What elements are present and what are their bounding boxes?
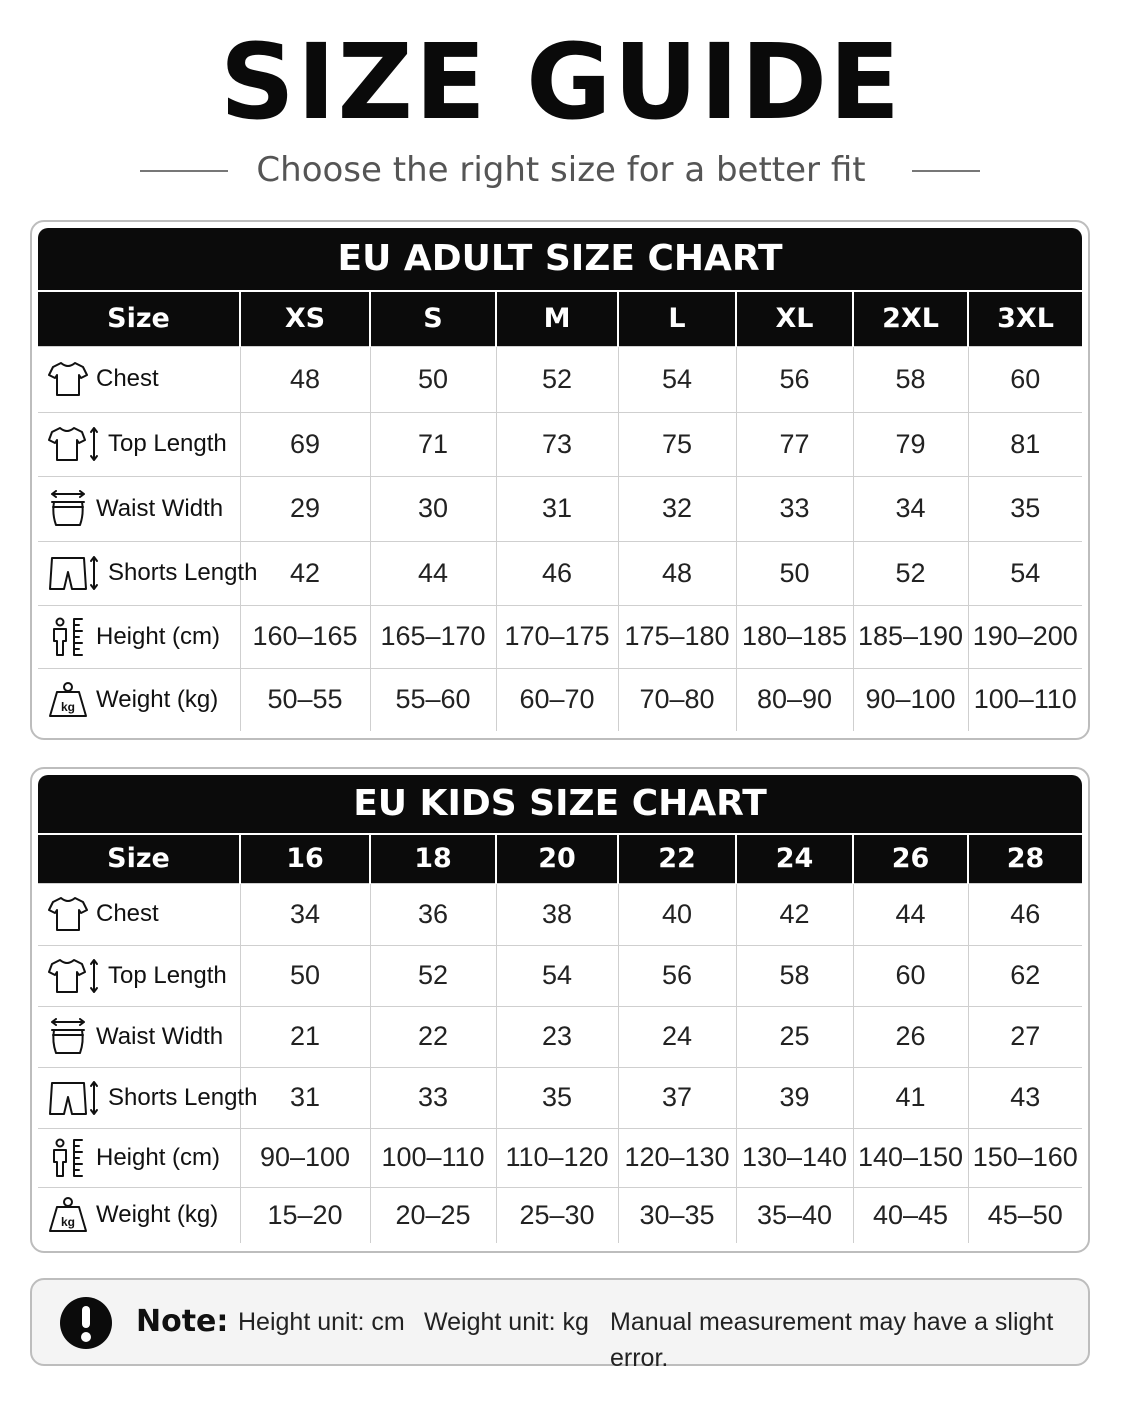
kids-size-card <box>30 767 1090 1253</box>
size-header-2: M <box>496 292 618 346</box>
t-shirt-icon <box>48 364 96 391</box>
weight-kg-icon <box>48 685 96 712</box>
value-cell: 44 <box>853 883 968 945</box>
value-cell: 60–70 <box>496 668 618 731</box>
row-label-cell <box>38 1187 240 1243</box>
value-cell: 46 <box>496 541 618 605</box>
table-row <box>38 945 1082 1006</box>
value-cell: 23 <box>496 1006 618 1067</box>
value-cell: 90–100 <box>240 1128 370 1187</box>
divider-right <box>912 170 980 172</box>
value-cell: 100–110 <box>968 668 1082 731</box>
value-cell: 170–175 <box>496 605 618 668</box>
value-cell: 33 <box>370 1067 496 1128</box>
row-label-cell <box>38 541 258 605</box>
value-cell: 31 <box>496 476 618 541</box>
row-label: Chest <box>96 900 159 927</box>
size-header-0: 16 <box>240 835 370 883</box>
value-cell: 50 <box>736 541 853 605</box>
size-header-6: 28 <box>968 835 1082 883</box>
value-cell: 15–20 <box>240 1187 370 1243</box>
value-cell: 33 <box>736 476 853 541</box>
table-row <box>38 346 1082 412</box>
row-label: Weight (kg) <box>96 1201 219 1229</box>
value-cell: 60 <box>968 346 1082 412</box>
value-cell: 50–55 <box>240 668 370 731</box>
row-label-cell <box>38 1128 240 1187</box>
value-cell: 90–100 <box>853 668 968 731</box>
value-cell: 52 <box>496 346 618 412</box>
value-cell: 21 <box>240 1006 370 1067</box>
value-cell: 22 <box>370 1006 496 1067</box>
value-cell: 52 <box>853 541 968 605</box>
value-cell: 150–160 <box>968 1128 1082 1187</box>
value-cell: 30 <box>370 476 496 541</box>
value-cell: 130–140 <box>736 1128 853 1187</box>
value-cell: 25 <box>736 1006 853 1067</box>
value-cell: 77 <box>736 412 853 476</box>
value-cell: 30–35 <box>618 1187 736 1243</box>
table-row <box>38 883 1082 945</box>
value-cell: 35 <box>968 476 1082 541</box>
value-cell: 165–170 <box>370 605 496 668</box>
value-cell: 54 <box>618 346 736 412</box>
row-label-cell <box>38 668 240 731</box>
svg-text:kg: kg <box>60 1215 76 1230</box>
value-cell: 79 <box>853 412 968 476</box>
size-header-row <box>38 292 1082 346</box>
value-cell: 29 <box>240 476 370 541</box>
value-cell: 56 <box>736 346 853 412</box>
kids-chart-title: EU KIDS SIZE CHART <box>38 775 1082 833</box>
row-label-cell <box>38 945 240 1006</box>
size-header-5: 2XL <box>853 292 968 346</box>
row-label-cell <box>38 346 240 412</box>
value-cell: 25–30 <box>496 1187 618 1243</box>
page-title: SIZE GUIDE <box>219 21 903 143</box>
value-cell: 81 <box>968 412 1082 476</box>
row-label: Top Length <box>108 961 227 989</box>
shorts-length-icon <box>48 1083 108 1110</box>
svg-text:kg: kg <box>60 699 76 714</box>
page-subtitle: Choose the right size for a better fit <box>256 150 866 190</box>
table-row <box>38 1128 1082 1187</box>
size-header-3: 22 <box>618 835 736 883</box>
value-cell: 180–185 <box>736 605 853 668</box>
size-header-4: XL <box>736 292 853 346</box>
value-cell: 34 <box>853 476 968 541</box>
t-shirt-length-icon <box>48 961 108 988</box>
row-label: Weight (kg) <box>96 685 219 713</box>
table-row <box>38 1187 1082 1243</box>
table-row <box>38 541 1082 605</box>
value-cell: 43 <box>968 1067 1082 1128</box>
row-label: Waist Width <box>96 1022 224 1050</box>
size-header-1: 18 <box>370 835 496 883</box>
size-header-row <box>38 835 1082 883</box>
weight-kg-icon <box>48 1201 96 1228</box>
value-cell: 36 <box>370 883 496 945</box>
table-row <box>38 668 1082 731</box>
subtitle-row <box>0 148 1122 192</box>
shorts-length-icon <box>48 558 108 585</box>
size-header-3: L <box>618 292 736 346</box>
note-disclaimer: Manual measurement may have a slight error. <box>610 1308 1054 1372</box>
row-label-cell <box>38 883 240 945</box>
row-label: Height (cm) <box>96 1143 221 1171</box>
size-header-4: 24 <box>736 835 853 883</box>
value-cell: 56 <box>618 945 736 1006</box>
value-cell: 62 <box>968 945 1082 1006</box>
t-shirt-length-icon <box>48 429 108 456</box>
value-cell: 50 <box>370 346 496 412</box>
value-cell: 71 <box>370 412 496 476</box>
value-cell: 26 <box>853 1006 968 1067</box>
value-cell: 120–130 <box>618 1128 736 1187</box>
row-label-cell <box>38 476 240 541</box>
size-header-6: 3XL <box>968 292 1082 346</box>
value-cell: 46 <box>968 883 1082 945</box>
value-cell: 44 <box>370 541 496 605</box>
value-cell: 69 <box>240 412 370 476</box>
person-height-icon <box>48 1143 96 1170</box>
value-cell: 70–80 <box>618 668 736 731</box>
row-label: Shorts Length <box>108 559 258 586</box>
value-cell: 185–190 <box>853 605 968 668</box>
row-label-cell <box>38 1006 240 1067</box>
waist-width-icon <box>48 494 96 521</box>
value-cell: 40–45 <box>853 1187 968 1243</box>
kids-size-table <box>38 835 1082 1243</box>
table-row <box>38 1006 1082 1067</box>
value-cell: 175–180 <box>618 605 736 668</box>
t-shirt-icon <box>48 899 96 926</box>
table-row <box>38 1067 1082 1128</box>
row-label: Waist Width <box>96 494 224 522</box>
value-cell: 48 <box>618 541 736 605</box>
value-cell: 160–165 <box>240 605 370 668</box>
row-label-cell <box>38 605 240 668</box>
size-header-0: XS <box>240 292 370 346</box>
value-cell: 35–40 <box>736 1187 853 1243</box>
value-cell: 35 <box>496 1067 618 1128</box>
row-label: Top Length <box>108 430 227 457</box>
value-cell: 42 <box>240 541 370 605</box>
value-cell: 48 <box>240 346 370 412</box>
adult-size-table <box>38 292 1082 731</box>
note-box <box>30 1278 1090 1372</box>
value-cell: 24 <box>618 1006 736 1067</box>
value-cell: 32 <box>618 476 736 541</box>
table-row <box>38 605 1082 668</box>
note-height-unit: Height unit: cm <box>238 1308 405 1336</box>
value-cell: 37 <box>618 1067 736 1128</box>
value-cell: 100–110 <box>370 1128 496 1187</box>
waist-width-icon <box>48 1022 96 1049</box>
value-cell: 52 <box>370 945 496 1006</box>
note-heading: Note: <box>136 1304 229 1339</box>
value-cell: 39 <box>736 1067 853 1128</box>
value-cell: 42 <box>736 883 853 945</box>
value-cell: 50 <box>240 945 370 1006</box>
row-label: Shorts Length <box>108 1083 258 1111</box>
value-cell: 54 <box>496 945 618 1006</box>
value-cell: 58 <box>736 945 853 1006</box>
value-cell: 45–50 <box>968 1187 1082 1243</box>
value-cell: 80–90 <box>736 668 853 731</box>
value-cell: 34 <box>240 883 370 945</box>
size-column-header: Size <box>38 292 240 346</box>
note-weight-unit: Weight unit: kg <box>424 1308 589 1336</box>
value-cell: 55–60 <box>370 668 496 731</box>
row-label-cell <box>38 412 240 476</box>
adult-chart-title: EU ADULT SIZE CHART <box>38 228 1082 290</box>
size-header-1: S <box>370 292 496 346</box>
value-cell: 38 <box>496 883 618 945</box>
value-cell: 58 <box>853 346 968 412</box>
value-cell: 20–25 <box>370 1187 496 1243</box>
value-cell: 110–120 <box>496 1128 618 1187</box>
row-label: Height (cm) <box>96 622 221 650</box>
person-height-icon <box>48 622 96 649</box>
value-cell: 40 <box>618 883 736 945</box>
value-cell: 73 <box>496 412 618 476</box>
value-cell: 41 <box>853 1067 968 1128</box>
row-label: Chest <box>96 365 159 392</box>
value-cell: 27 <box>968 1006 1082 1067</box>
size-column-header: Size <box>38 835 240 883</box>
table-row <box>38 412 1082 476</box>
value-cell: 75 <box>618 412 736 476</box>
row-label-cell <box>38 1067 258 1128</box>
value-cell: 190–200 <box>968 605 1082 668</box>
size-header-2: 20 <box>496 835 618 883</box>
value-cell: 60 <box>853 945 968 1006</box>
exclamation-icon <box>60 1297 112 1349</box>
size-header-5: 26 <box>853 835 968 883</box>
value-cell: 31 <box>240 1067 370 1128</box>
value-cell: 54 <box>968 541 1082 605</box>
value-cell: 140–150 <box>853 1128 968 1187</box>
table-row <box>38 476 1082 541</box>
adult-size-card <box>30 220 1090 740</box>
